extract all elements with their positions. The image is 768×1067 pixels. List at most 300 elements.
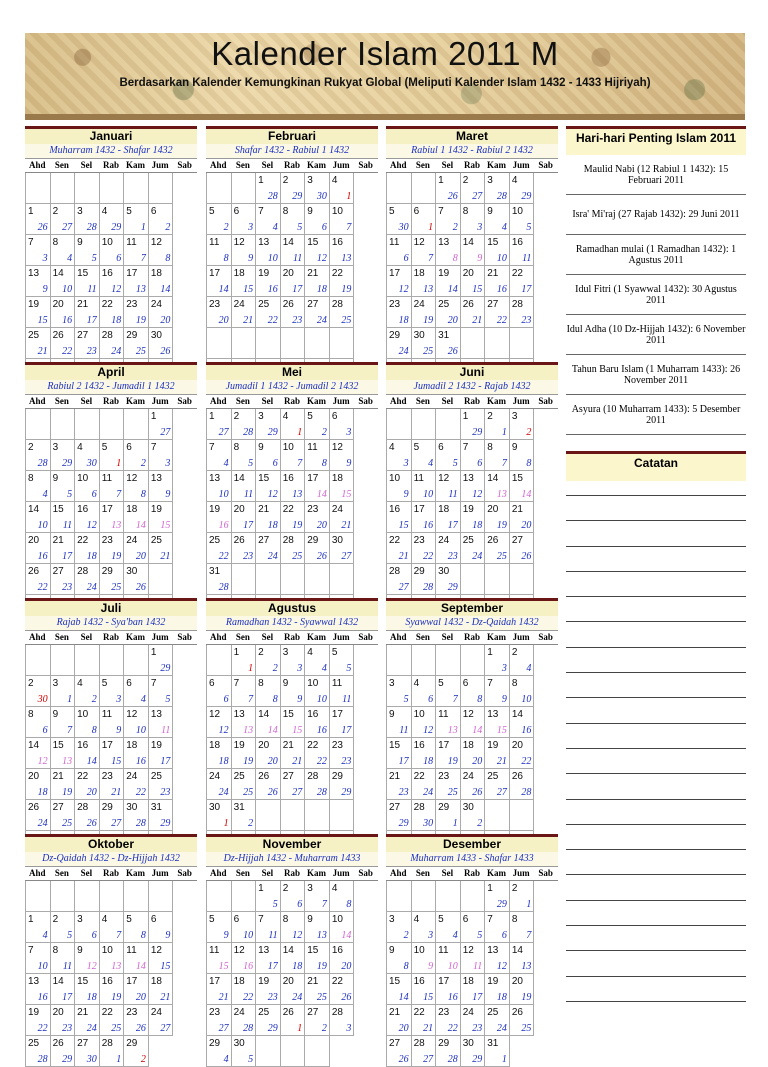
day-cell	[387, 738, 412, 769]
gregorian-day: 8	[282, 206, 289, 217]
day-cell	[26, 974, 51, 1005]
hijri-day: 12	[37, 756, 48, 767]
gregorian-day: 30	[150, 330, 162, 341]
gregorian-day: 1	[258, 883, 264, 894]
gregorian-day: 6	[126, 678, 132, 689]
hijri-range: Rabiul 1 1432 - Rabiul 2 1432	[386, 144, 558, 159]
day-cell	[75, 800, 100, 831]
day-cell	[51, 912, 76, 943]
hijri-day: 11	[522, 253, 532, 264]
hijri-day: 8	[223, 253, 229, 264]
gregorian-day: 8	[28, 709, 34, 720]
hijri-day: 22	[447, 1023, 458, 1034]
hijri-day: 14	[135, 520, 146, 531]
weekday-header	[386, 867, 558, 881]
hijri-day: 21	[160, 992, 171, 1003]
day-cell	[305, 297, 330, 328]
day-cell	[100, 204, 125, 235]
day-cell	[461, 328, 486, 359]
gregorian-day: 17	[126, 268, 138, 279]
gregorian-day: 15	[487, 237, 499, 248]
gregorian-day: 29	[413, 566, 425, 577]
weekday-label: Sel	[80, 868, 93, 878]
day-grid	[206, 173, 378, 390]
hijri-day: 29	[398, 818, 409, 829]
hijri-day: 30	[316, 191, 327, 202]
gregorian-day: 24	[209, 771, 221, 782]
gregorian-day: 31	[438, 330, 450, 341]
day-cell	[149, 974, 174, 1005]
gregorian-day: 23	[126, 299, 138, 310]
hijri-day: 5	[91, 253, 97, 264]
hijri-day: 21	[292, 756, 303, 767]
important-days-panel	[566, 126, 746, 435]
day-cell	[330, 800, 355, 831]
hijri-day: 29	[267, 427, 278, 438]
gregorian-day: 27	[389, 1038, 401, 1049]
hijri-day: 23	[62, 582, 73, 593]
hijri-day: 27	[218, 1023, 229, 1034]
day-cell	[412, 328, 437, 359]
hijri-day: 29	[267, 1023, 278, 1034]
day-cell	[207, 769, 232, 800]
hijri-day: 1	[526, 899, 532, 910]
hijri-day: 18	[292, 961, 303, 972]
day-cell	[387, 409, 412, 440]
gregorian-day: 19	[150, 504, 162, 515]
hijri-day: 21	[496, 756, 507, 767]
day-cell	[26, 1036, 51, 1067]
gregorian-day: 25	[258, 1007, 270, 1018]
weekday-label: Kam	[487, 396, 507, 406]
hijri-day: 3	[501, 663, 507, 674]
day-cell	[26, 707, 51, 738]
day-cell	[412, 564, 437, 595]
gregorian-day: 25	[487, 771, 499, 782]
hijri-day: 23	[472, 1023, 483, 1034]
day-cell	[232, 769, 257, 800]
day-cell	[207, 297, 232, 328]
hijri-day: 25	[111, 1023, 122, 1034]
month-name: September	[386, 598, 558, 616]
gregorian-day: 8	[52, 945, 59, 956]
gregorian-day: 8	[511, 678, 518, 689]
weekday-label: Sel	[441, 160, 454, 170]
day-cell	[100, 707, 125, 738]
note-line	[566, 672, 746, 673]
weekday-label: Sab	[177, 160, 192, 170]
weekday-label: Sel	[441, 868, 454, 878]
hijri-day: 15	[111, 756, 122, 767]
hijri-day: 6	[91, 489, 97, 500]
hijri-day: 9	[297, 694, 303, 705]
day-cell	[51, 707, 76, 738]
day-cell	[412, 204, 437, 235]
day-cell	[510, 328, 535, 359]
gregorian-day: 12	[413, 237, 425, 248]
day-cell	[387, 1036, 412, 1067]
hijri-day: 16	[316, 725, 327, 736]
gregorian-day: 7	[258, 206, 264, 217]
day-cell	[100, 881, 125, 912]
weekday-label: Kam	[307, 868, 327, 878]
day-cell	[387, 564, 412, 595]
gregorian-day: 5	[389, 206, 395, 217]
day-cell	[51, 328, 76, 359]
hijri-day: 12	[218, 725, 229, 736]
day-cell	[436, 409, 461, 440]
weekday-header	[386, 631, 558, 645]
day-cell	[232, 564, 257, 595]
day-cell	[485, 738, 510, 769]
day-cell	[510, 800, 535, 831]
day-cell	[461, 564, 486, 595]
day-cell	[124, 1036, 149, 1067]
gregorian-day: 8	[258, 678, 264, 689]
gregorian-day: 16	[101, 268, 113, 279]
weekday-label: Sel	[80, 396, 93, 406]
day-cell	[75, 471, 100, 502]
day-cell	[149, 266, 174, 297]
day-cell	[75, 707, 100, 738]
gregorian-day: 31	[487, 1038, 499, 1049]
weekday-label: Sel	[261, 632, 274, 642]
day-cell	[100, 800, 125, 831]
gregorian-day: 10	[77, 709, 89, 720]
hijri-day: 29	[160, 663, 171, 674]
hijri-day: 25	[316, 992, 327, 1003]
hijri-day: 13	[111, 961, 122, 972]
day-cell	[485, 707, 510, 738]
gregorian-day: 6	[150, 914, 157, 925]
gregorian-day: 15	[307, 945, 319, 956]
hijri-day: 28	[37, 458, 48, 469]
day-cell	[124, 533, 149, 564]
day-cell	[305, 409, 330, 440]
gregorian-day: 4	[101, 206, 108, 217]
day-cell	[51, 676, 76, 707]
day-cell	[100, 1036, 125, 1067]
hijri-day: 12	[398, 284, 409, 295]
day-cell	[75, 204, 100, 235]
gregorian-day: 25	[28, 1038, 40, 1049]
gregorian-day: 22	[511, 268, 523, 279]
day-cell	[149, 471, 174, 502]
day-cell	[485, 266, 510, 297]
hijri-day: 5	[248, 458, 254, 469]
day-cell	[412, 235, 437, 266]
day-cell	[207, 943, 232, 974]
month-name: Januari	[25, 126, 197, 144]
day-cell	[510, 881, 535, 912]
day-grid	[206, 645, 378, 862]
hijri-day: 2	[140, 1054, 146, 1065]
gregorian-day: 30	[438, 566, 450, 577]
weekday-header	[206, 395, 378, 409]
day-cell	[149, 533, 174, 564]
month-name: Oktober	[25, 834, 197, 852]
gregorian-day: 12	[233, 237, 245, 248]
gregorian-day: 17	[331, 709, 343, 720]
day-cell	[305, 943, 330, 974]
day-cell	[207, 645, 232, 676]
gregorian-day: 17	[101, 504, 113, 515]
hijri-day: 10	[447, 961, 458, 972]
gregorian-day: 23	[209, 299, 221, 310]
hijri-day: 7	[116, 489, 122, 500]
day-cell	[412, 881, 437, 912]
day-cell	[436, 173, 461, 204]
gregorian-day: 1	[487, 647, 493, 658]
hijri-day: 1	[297, 427, 303, 438]
hijri-day: 19	[135, 315, 146, 326]
day-cell	[100, 533, 125, 564]
gregorian-day: 8	[462, 206, 469, 217]
hijri-day: 19	[292, 520, 303, 531]
day-cell	[256, 676, 281, 707]
note-line	[566, 495, 746, 496]
day-cell	[75, 676, 100, 707]
gregorian-day: 24	[126, 771, 138, 782]
gregorian-day: 29	[331, 771, 343, 782]
weekday-label: Ahd	[390, 632, 407, 642]
hijri-day: 22	[423, 551, 434, 562]
day-cell	[124, 440, 149, 471]
hijri-range: Rabiul 2 1432 - Jumadil 1 1432	[25, 380, 197, 395]
day-cell	[281, 328, 306, 359]
day-cell	[510, 266, 535, 297]
gregorian-day: 18	[150, 976, 162, 987]
gregorian-day: 4	[77, 678, 83, 689]
day-cell	[256, 943, 281, 974]
day-cell	[51, 881, 76, 912]
hijri-day: 15	[472, 284, 483, 295]
day-cell	[100, 738, 125, 769]
day-cell	[124, 881, 149, 912]
hijri-day: 8	[140, 489, 146, 500]
day-cell	[485, 800, 510, 831]
weekday-label: Kam	[487, 868, 507, 878]
day-cell	[461, 235, 486, 266]
hijri-day: 26	[135, 582, 146, 593]
hijri-day: 9	[428, 961, 434, 972]
day-cell	[510, 1005, 535, 1036]
gregorian-day: 6	[233, 206, 240, 217]
hijri-day: 24	[218, 787, 229, 798]
hijri-day: 8	[526, 458, 532, 469]
day-cell	[412, 471, 437, 502]
day-cell	[256, 471, 281, 502]
hijri-day: 22	[267, 315, 278, 326]
day-cell	[305, 564, 330, 595]
day-cell	[330, 738, 355, 769]
gregorian-day: 20	[462, 268, 474, 279]
day-cell	[100, 297, 125, 328]
hijri-range: Ramadhan 1432 - Syawwal 1432	[206, 616, 378, 631]
gregorian-day: 23	[438, 1007, 450, 1018]
day-cell	[26, 440, 51, 471]
day-cell	[485, 328, 510, 359]
gregorian-day: 16	[307, 709, 319, 720]
event-list	[566, 155, 746, 435]
day-cell	[26, 676, 51, 707]
day-cell	[305, 266, 330, 297]
day-cell	[485, 409, 510, 440]
gregorian-day: 1	[28, 914, 34, 925]
day-cell	[207, 1036, 232, 1067]
hijri-day: 18	[496, 992, 507, 1003]
hijri-day: 1	[67, 694, 73, 705]
day-cell	[149, 1005, 174, 1036]
day-cell	[485, 881, 510, 912]
month-februari	[206, 126, 378, 390]
hijri-day: 5	[67, 930, 73, 941]
hijri-day: 21	[37, 346, 48, 357]
hijri-day: 16	[243, 961, 254, 972]
hijri-day: 2	[321, 427, 327, 438]
gregorian-day: 3	[389, 914, 395, 925]
gregorian-day: 7	[462, 442, 469, 453]
hijri-day: 22	[316, 756, 327, 767]
hijri-day: 14	[398, 992, 409, 1003]
weekday-header	[206, 631, 378, 645]
day-cell	[461, 738, 486, 769]
gregorian-day: 4	[77, 442, 83, 453]
hijri-day: 4	[42, 930, 48, 941]
gregorian-day: 5	[413, 442, 420, 453]
day-cell	[124, 328, 149, 359]
hijri-day: 10	[62, 284, 73, 295]
weekday-label: Ahd	[29, 632, 46, 642]
day-cell	[75, 409, 100, 440]
hijri-day: 18	[218, 756, 229, 767]
day-cell	[75, 533, 100, 564]
gregorian-day: 16	[331, 945, 343, 956]
day-cell	[436, 676, 461, 707]
hijri-day: 18	[267, 520, 278, 531]
hijri-day: 29	[472, 427, 483, 438]
day-cell	[281, 564, 306, 595]
hijri-day: 15	[341, 489, 352, 500]
day-cell	[149, 409, 174, 440]
gregorian-day: 1	[150, 647, 157, 658]
day-cell	[461, 204, 486, 235]
weekday-label: Sel	[261, 396, 274, 406]
gregorian-day: 3	[77, 206, 83, 217]
note-line	[566, 874, 746, 875]
day-cell	[51, 266, 76, 297]
gregorian-day: 21	[77, 1007, 89, 1018]
gregorian-day: 30	[233, 1038, 245, 1049]
hijri-day: 29	[292, 191, 303, 202]
month-name: April	[25, 362, 197, 380]
hijri-day: 3	[116, 694, 122, 705]
weekday-label: Kam	[487, 160, 507, 170]
hijri-day: 25	[111, 582, 122, 593]
hijri-day: 20	[86, 787, 97, 798]
note-line	[566, 773, 746, 774]
hijri-range: Rajab 1432 - Sya'ban 1432	[25, 616, 197, 631]
hijri-day: 15	[160, 520, 171, 531]
weekday-label: Jum	[512, 396, 530, 406]
day-cell	[26, 738, 51, 769]
day-cell	[256, 881, 281, 912]
gregorian-day: 26	[487, 535, 499, 546]
hijri-day: 7	[67, 725, 73, 736]
hijri-day: 22	[243, 992, 254, 1003]
hijri-day: 3	[42, 253, 48, 264]
day-cell	[330, 769, 355, 800]
hijri-day: 4	[452, 930, 458, 941]
day-cell	[232, 1036, 257, 1067]
day-cell	[124, 707, 149, 738]
gregorian-day: 7	[150, 442, 157, 453]
gregorian-day: 26	[282, 1007, 294, 1018]
hijri-day: 4	[67, 253, 73, 264]
gregorian-day: 26	[52, 1038, 64, 1049]
gregorian-day: 22	[307, 740, 319, 751]
weekday-label: Sab	[177, 632, 192, 642]
day-cell	[330, 912, 355, 943]
hijri-day: 10	[37, 961, 48, 972]
day-grid	[206, 881, 378, 1067]
day-cell	[330, 440, 355, 471]
note-line	[566, 748, 746, 749]
day-cell	[412, 502, 437, 533]
day-cell	[305, 800, 330, 831]
day-cell	[305, 328, 330, 359]
hijri-day: 17	[341, 725, 352, 736]
gregorian-day: 29	[307, 535, 319, 546]
day-cell	[330, 645, 355, 676]
hijri-day: 2	[140, 458, 146, 469]
day-cell	[124, 645, 149, 676]
day-cell	[281, 502, 306, 533]
hijri-day: 18	[398, 315, 409, 326]
gregorian-day: 30	[462, 1038, 474, 1049]
hijri-day: 16	[423, 520, 434, 531]
weekday-label: Kam	[307, 396, 327, 406]
weekday-label: Sab	[538, 632, 553, 642]
day-cell	[461, 1036, 486, 1067]
hijri-day: 21	[398, 551, 409, 562]
weekday-label: Sab	[358, 632, 373, 642]
hijri-day: 5	[403, 694, 409, 705]
hijri-day: 27	[398, 582, 409, 593]
gregorian-day: 20	[282, 976, 294, 987]
hijri-day: 1	[223, 818, 229, 829]
hijri-day: 11	[87, 284, 97, 295]
hijri-day: 28	[423, 582, 434, 593]
day-cell	[461, 173, 486, 204]
hijri-day: 12	[86, 961, 97, 972]
weekday-label: Kam	[307, 632, 327, 642]
hijri-day: 7	[297, 458, 303, 469]
weekday-label: Sen	[235, 868, 250, 878]
hijri-day: 27	[218, 427, 229, 438]
hijri-day: 30	[423, 818, 434, 829]
important-days-heading: Hari-hari Penting Islam 2011	[566, 126, 746, 155]
gregorian-day: 3	[307, 175, 313, 186]
gregorian-day: 24	[462, 1007, 474, 1018]
hijri-day: 12	[292, 930, 303, 941]
hijri-day: 4	[272, 222, 278, 233]
hijri-day: 19	[496, 520, 507, 531]
gregorian-day: 11	[438, 945, 449, 956]
day-cell	[387, 912, 412, 943]
gregorian-day: 22	[77, 535, 89, 546]
gregorian-day: 10	[307, 678, 319, 689]
